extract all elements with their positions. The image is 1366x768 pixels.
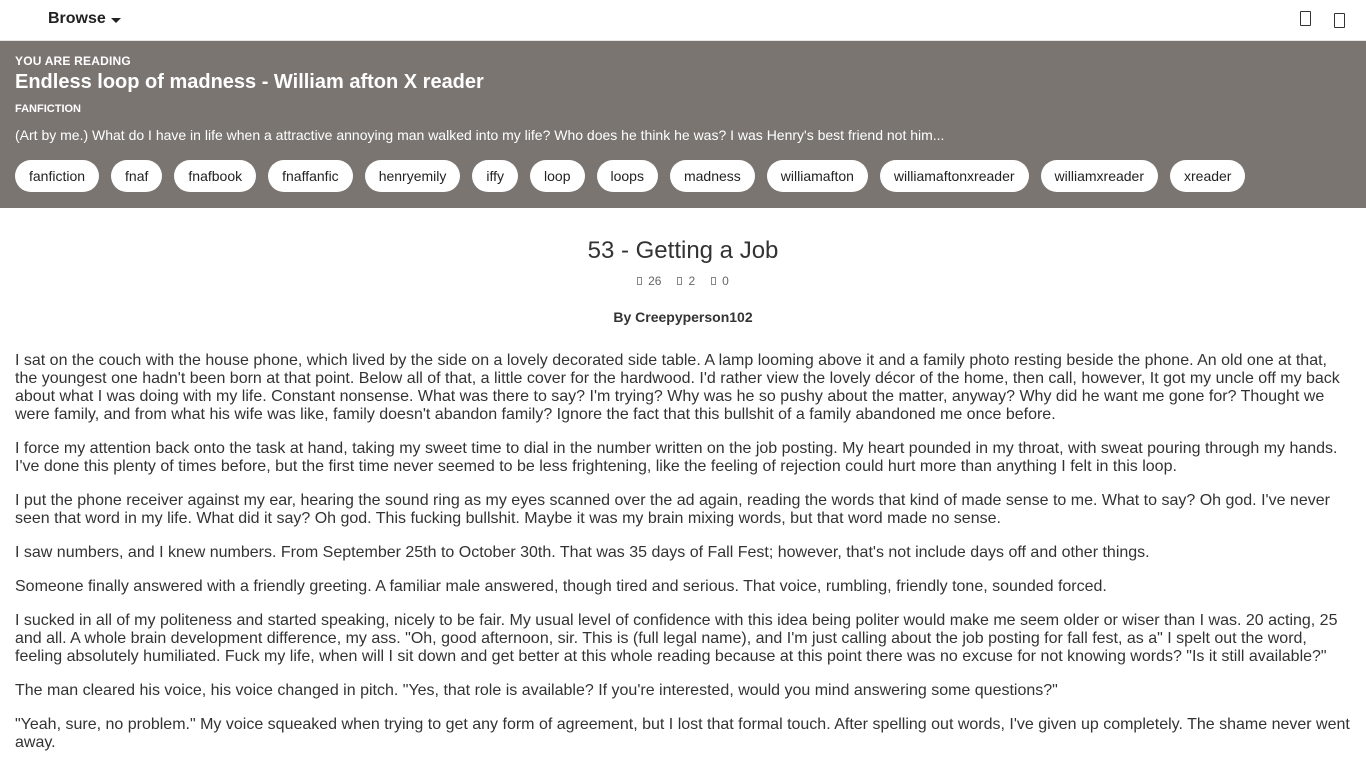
tag-xreader[interactable]: xreader xyxy=(1170,160,1245,192)
paragraph: Someone finally answered with a friendly greeting. A familiar male answered, though tired and serious. That voice, rumbling, friendly tone, sounded forced. xyxy=(15,578,1107,595)
tag-loops[interactable]: loops xyxy=(597,160,658,192)
tag-williamxreader[interactable]: williamxreader xyxy=(1041,160,1158,192)
chapter-title: 53 - Getting a Job xyxy=(587,237,779,264)
tag-williamafton[interactable]: williamafton xyxy=(767,160,868,192)
votes-stat xyxy=(677,274,695,288)
tag-fnaffanfic[interactable]: fnaffanfic xyxy=(268,160,353,192)
top-navigation-bar xyxy=(0,0,1366,41)
tag-iffy[interactable]: iffy xyxy=(472,160,518,192)
chapter-body xyxy=(15,352,1351,752)
comments-stat xyxy=(711,274,729,288)
paragraph: "Yeah, sure, no problem." My voice squeaked when trying to get any form of agreement, but I lost that formal touch. After spelling out words, I've given up completely. The shame never went away. xyxy=(15,716,1350,751)
browse-label: Browse xyxy=(48,10,106,27)
tag-williamaftonxreader[interactable]: williamaftonxreader xyxy=(880,160,1029,192)
paragraph: I sucked in all of my politeness and started speaking, nicely to be fair. My usual level of confidence with this idea being politer would make me seem older or wiser than I was. 20 acting, 25 and all. A whole brain development difference, my ass. "Oh, good afternoon, sir. This is (full legal name), and I'm just calling about the job posting for fall fest, as a" I spelt out the word, feeling absolutely humiliated. Fuck my life, when will I sit down and get better at this whole reading because at this point there was no excuse for not knowing words? "Is it still available?" xyxy=(15,612,1338,665)
tag-fnaf[interactable]: fnaf xyxy=(111,160,162,192)
paragraph: The man cleared his voice, his voice changed in pitch. "Yes, that role is available? If you're interested, would you mind answering some questions?" xyxy=(15,682,1058,699)
browse-menu-button[interactable] xyxy=(48,10,121,28)
comment-icon xyxy=(711,277,716,285)
paragraph: I put the phone receiver against my ear, hearing the sound ring as my eyes scanned over the ad again, reading the words that kind of made sense to me. What to say? Oh god. I've never seen that word in my life. What did it say? Oh god. This fucking bullshit. Maybe it was my brain mixing words, but that word made no sense. xyxy=(15,492,1330,527)
story-title[interactable]: Endless loop of madness - William afton X reader xyxy=(15,71,484,93)
tag-fnafbook[interactable]: fnafbook xyxy=(174,160,256,192)
eye-icon xyxy=(637,277,642,285)
tag-fanfiction[interactable]: fanfiction xyxy=(15,160,99,192)
tag-loop[interactable]: loop xyxy=(530,160,584,192)
chapter-content xyxy=(0,208,1366,768)
chapter-stats xyxy=(0,274,1366,288)
tag-madness[interactable]: madness xyxy=(670,160,755,192)
author-byline[interactable]: By Creepyperson102 xyxy=(613,309,753,325)
caret-down-icon xyxy=(111,18,121,23)
menu-icon[interactable] xyxy=(1334,13,1345,28)
star-icon xyxy=(677,277,682,285)
story-genre[interactable]: FANFICTION xyxy=(15,103,81,115)
story-header xyxy=(0,41,1366,208)
story-description: (Art by me.) What do I have in life when a attractive annoying man walked into my life? Who does he think he was? I was Henry's best friend not him... xyxy=(15,127,945,143)
paragraph: I force my attention back onto the task at hand, taking my sweet time to dial in the number written on the job posting. My heart pounded in my throat, with sweat pouring through my hands. I've done this plenty of times before, but the first time never seemed to be less frightening, like the feeling of rejection could hurt more than anything I felt in this loop. xyxy=(15,440,1338,475)
paragraph: I saw numbers, and I knew numbers. From September 25th to October 30th. That was 35 days of Fall Fest; however, that's not include days off and other things. xyxy=(15,544,1150,561)
paragraph: I sat on the couch with the house phone, which lived by the side on a lovely decorated side table. A lamp looming above it and a family photo resting beside the phone. An old one at that, the youngest one hadn't been born at that point. Below all of that, a little cover for the hardwood. I'd rather view the lovely décor of the home, then call, however, It got my uncle off my back about what I was doing with my life. Constant nonsense. What was there to say? I'm trying? Why was he so pushy about the matter, anyway? Why did he want me gone for? Thought we were family, and from what his wife was like, family doesn't abandon family? Ignore the fact that this bullshit of a family abandoned me once before. xyxy=(15,352,1340,423)
votes-count: 2 xyxy=(688,274,696,288)
tag-henryemily[interactable]: henryemily xyxy=(365,160,461,192)
tag-list xyxy=(15,160,1245,192)
account-icon[interactable] xyxy=(1300,11,1311,26)
reads-count: 26 xyxy=(648,274,662,288)
you-are-reading-label: YOU ARE READING xyxy=(15,54,131,68)
comments-count: 0 xyxy=(722,274,729,288)
reads-stat xyxy=(637,274,661,288)
